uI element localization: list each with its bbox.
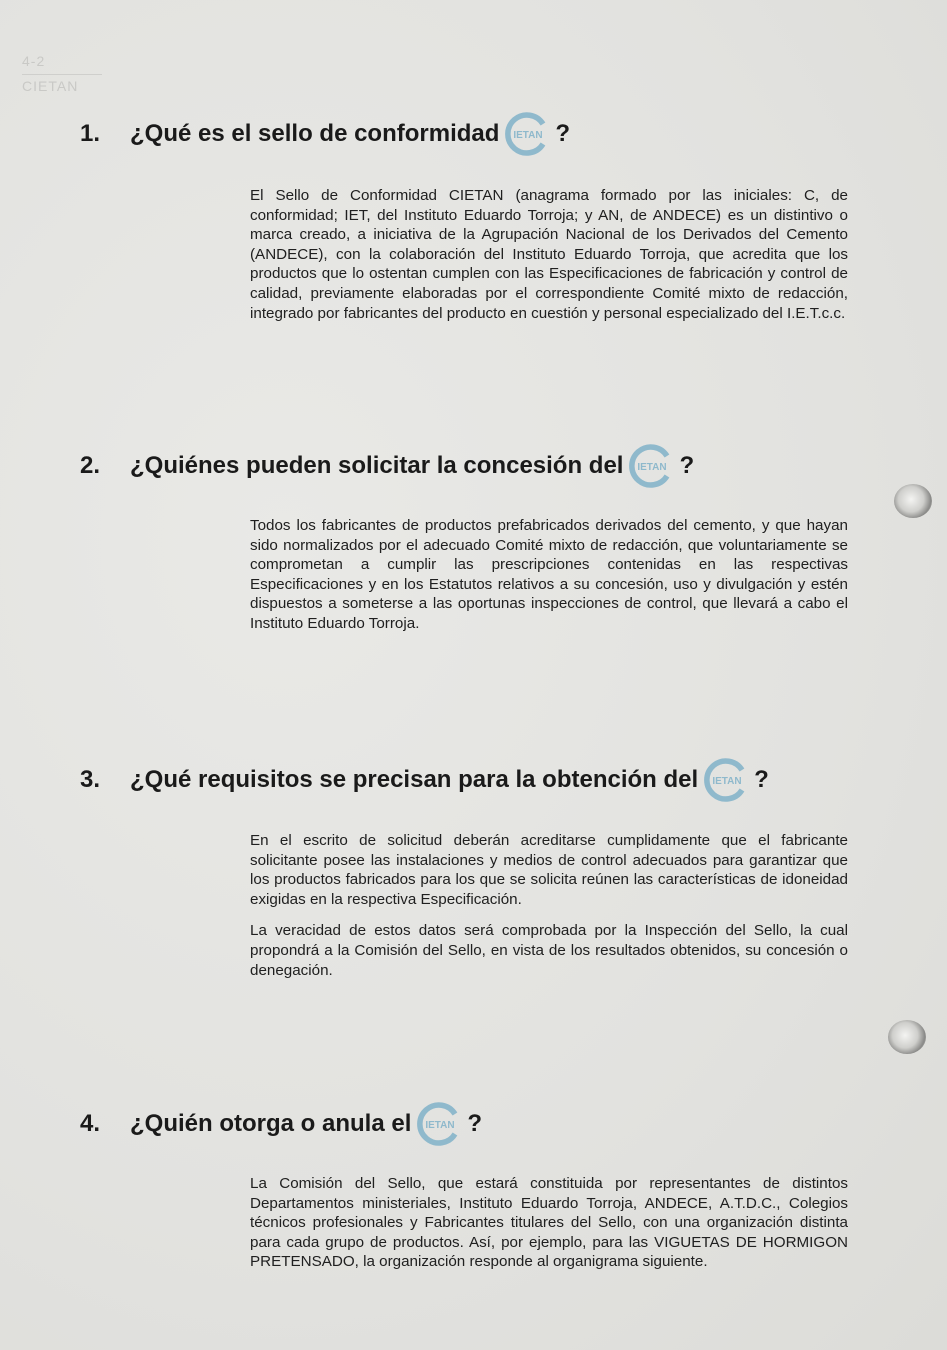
cietan-logo-icon bbox=[702, 756, 750, 804]
section-body bbox=[250, 516, 848, 646]
paragraph: La veracidad de estos datos será comprobada por la Inspección del Sello, la cual propondrá a la Comisión del Sello, en vista de los resultados obtenidos, su concesión o denegación. bbox=[250, 922, 848, 979]
section-number: 4. bbox=[80, 1110, 101, 1137]
question-mark: ? bbox=[754, 766, 769, 793]
paragraph: En el escrito de solicitud deberán acreditarse cumplidamente que el fabricante solicitante posee las instalaciones y medios de control adecuados para garantizar que los productos fabricados para los que se solicita reúnen las características de idoneidad exigidas en la respectiva Especificación. bbox=[250, 832, 848, 908]
question-mark: ? bbox=[555, 120, 571, 147]
section-question: ¿Quiénes pueden solicitar la concesión del bbox=[130, 452, 624, 479]
logo-text: IETAN bbox=[513, 130, 544, 141]
logo-text: IETAN bbox=[712, 776, 742, 787]
cietan-logo-icon bbox=[503, 110, 551, 158]
section-heading bbox=[80, 110, 570, 158]
section-body bbox=[250, 186, 848, 335]
cietan-logo-icon bbox=[415, 1100, 463, 1148]
section-question: ¿Qué requisitos se precisan para la obtención del bbox=[130, 766, 699, 793]
logo-text: IETAN bbox=[637, 462, 668, 473]
section-body bbox=[250, 831, 848, 992]
binder-hole bbox=[894, 484, 932, 518]
section-heading bbox=[80, 442, 694, 490]
cietan-logo-icon bbox=[627, 442, 675, 490]
corner-mark-top: 4-2 bbox=[22, 53, 46, 69]
paragraph: Todos los fabricantes de productos prefabricados derivados del cemento, y que hayan sido normalizados por el adecuado Comité mixto de redacción, que voluntariamente se comprometan a cumplir las prescripciones contenidas en las respectivas Especificaciones y en los Estatutos relativos a su concesión, uso y divulgación y estén dispuestos a someterse a las oportunas inspecciones de control, que llevará a cabo el Instituto Eduardo Torroja. bbox=[250, 517, 848, 632]
paragraph: El Sello de Conformidad CIETAN (anagrama formado por las iniciales: C, de conformidad; IET, del Instituto Eduardo Torroja; y AN, de ANDECE) es un distintivo o marca creado, a iniciativa de la Agrupación Nacional de los Derivados del Cemento (ANDECE), con la colaboración del Instituto Eduardo Torroja, que acredita que los productos que lo ostentan cumplen con las Especificaciones de fabricación y control de calidad, previamente elaboradas por el correspondiente Comité mixto de redacción, integrado por fabricantes del producto en cuestión y personal especializado del I.E.T.c.c. bbox=[250, 187, 848, 322]
corner-mark-bottom: CIETAN bbox=[22, 78, 79, 94]
binder-hole bbox=[888, 1020, 926, 1054]
logo-text: IETAN bbox=[425, 1120, 455, 1131]
question-mark: ? bbox=[467, 1110, 483, 1137]
section-heading bbox=[80, 756, 769, 804]
question-mark: ? bbox=[679, 452, 695, 479]
section-number: 3. bbox=[80, 766, 101, 793]
section-heading bbox=[80, 1100, 482, 1148]
section-number: 1. bbox=[80, 120, 101, 147]
section-question: ¿Quién otorga o anula el bbox=[130, 1110, 412, 1137]
section-question: ¿Qué es el sello de conformidad bbox=[130, 120, 500, 147]
section-number: 2. bbox=[80, 452, 101, 479]
paragraph: La Comisión del Sello, que estará constituida por representantes de distintos Departamentos ministeriales, Instituto Eduardo Torroja, ANDECE, A.T.D.C., Colegios técnicos profesionales y Fabricantes titulares del Sello, con una organización distinta para cada grupo de productos. Así, por ejemplo, para las VIGUETAS DE HORMIGON PRETENSADO, la organización responde al organigrama siguiente. bbox=[250, 1175, 848, 1271]
corner-mark bbox=[22, 50, 102, 96]
section-body bbox=[250, 1174, 848, 1284]
